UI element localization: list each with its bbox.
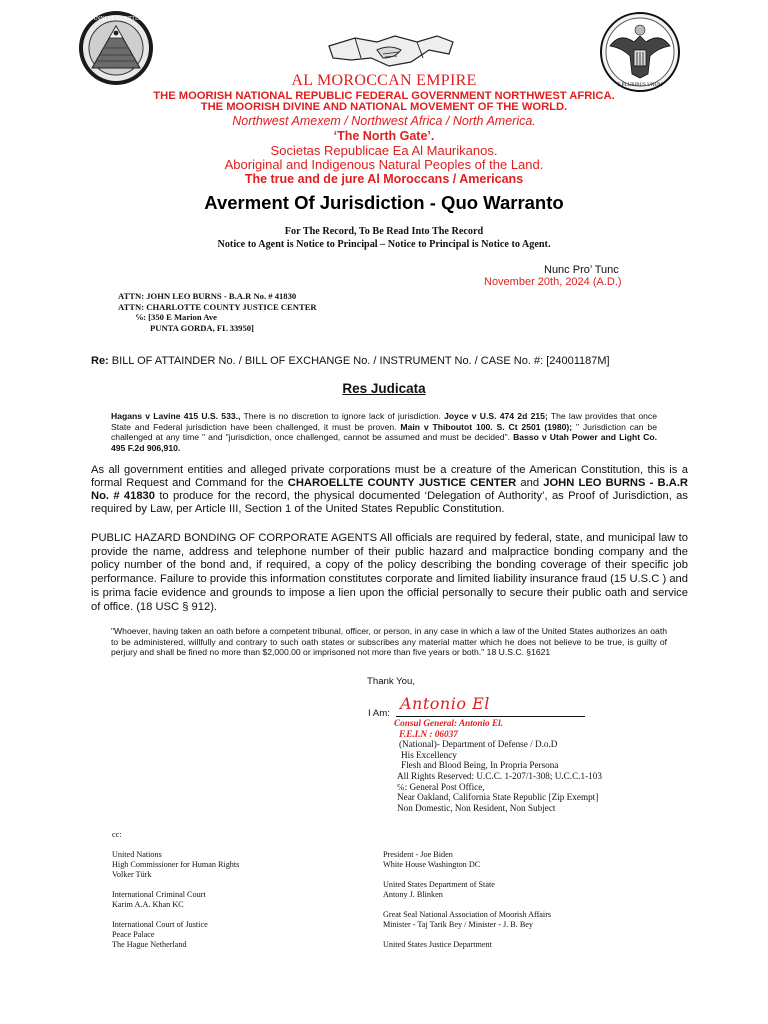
cc-ministers: Minister - Taj Tarik Bey / Minister - J. B. Bey [383, 920, 534, 929]
thank-you: Thank You, [367, 676, 416, 687]
header-line-3: Northwest Amexem / Northwest Africa / North America. [232, 114, 536, 128]
attn-line-3: ℅: [350 E Marion Ave [136, 312, 217, 323]
cc-president: President - Joe Biden [383, 850, 453, 859]
re-line [91, 355, 610, 367]
signer-title: Consul General: Antonio El. [394, 718, 503, 728]
signer-address-1: ℅: General Post Office, [397, 781, 485, 792]
attn-line-1: ATTN: JOHN LEO BURNS - B.A.R No. # 41830 [118, 291, 297, 301]
handwritten-signature: Antonio El [400, 694, 490, 713]
signer-rights: All Rights Reserved: U.C.C. 1-207/1-308; U.C.C.1-103 [397, 770, 602, 781]
signer-fein: F.E.I.N : 06037 [399, 728, 458, 739]
bonding-paragraph: PUBLIC HAZARD BONDING OF CORPORATE AGENTS All officials are required by federal, state, and municipal law to provide the name, address and telephone number of their public hazard and malpractice bonding company and the policy number of the bond and, if required, a copy of the policy describing the bonding coverage of their specific job performance. Failure to provide this information constitutes corporate and limited liability insurance fraud (15 U.S.C ) and is prima facie evidence and grounds to impose a lien upon the official personally to secure their public oath and service of office. (18 USC § 912). [91, 532, 688, 613]
para1-text-c: and [516, 476, 544, 489]
header-line-7: The true and de jure Al Moroccans / Americans [244, 172, 524, 186]
nunc-pro-tunc: Nunc Pro’ Tunc [544, 264, 619, 276]
cc-icj-palace: Peace Palace [112, 930, 155, 939]
signature-line [396, 716, 585, 717]
cc-moorish-affairs: Great Seal National Association of Moorish Affairs [383, 910, 552, 919]
header-line-6: Aboriginal and Indigenous Natural Peoples of the Land. [224, 157, 544, 172]
signer-department: (National)- Department of Defense / D.o.D [399, 739, 558, 750]
subtitle-notice: Notice to Agent is Notice to Principal – Notice to Principal is Notice to Agent. [217, 239, 551, 250]
cc-un-name: Volker Türk [112, 870, 152, 879]
case-citations [111, 411, 657, 453]
attn-line-2: ATTN: CHARLOTTE COUNTY JUSTICE CENTER [118, 301, 317, 312]
case-hagans: Hagans v Lavine 415 U.S. 533., [111, 411, 241, 421]
header-line-5: Societas Republicae Ea Al Maurikanos. [270, 143, 498, 158]
cc-icc-name: Karim A.A. Khan KC [112, 900, 184, 909]
case-main: Main v Thiboutot 100. S. Ct 2501 (1980); [400, 421, 573, 432]
subtitle-record: For The Record, To Be Read Into The Record [284, 226, 484, 237]
attn-line-4: PUNTA GORDA, FL 33950] [150, 322, 254, 333]
para1-entity: CHAROELLTE COUNTY JUSTICE CENTER [287, 476, 517, 489]
signer-status: Non Domestic, Non Resident, Non Subject [397, 802, 556, 813]
case-text-2: The law provides that once State and Federal jurisdiction have been challenged, it must be proven. [111, 411, 657, 432]
para1-agent: JOHN LEO BURNS - B.A.R No. # 41830 [91, 476, 689, 502]
svg-text:E PLURIBUS UNUM: E PLURIBUS UNUM [617, 83, 663, 88]
signer-address-2: Near Oakland, California State Republic [Zip Exempt] [397, 792, 599, 803]
cc-icc: International Criminal Court [112, 890, 206, 899]
signer-excellency: His Excellency [401, 749, 457, 760]
cc-un: United Nations [112, 850, 162, 859]
svg-text:ANNUIT COEPTIS: ANNUIT COEPTIS [91, 16, 141, 22]
i-am-label: I Am: [368, 708, 390, 719]
cc-icj: International Court of Justice [112, 920, 208, 929]
perjury-quote: "Whoever, having taken an oath before a competent tribunal, officer, or person, in any case in which a law of the United States authorizes an oath to be administered, willfully and contrary to such oath states or subscribes any material matter which he does not believe to be true, is guilty of perjury and shall be fined no more than $2,000.00 or imprisoned not more than five years or both." 18 U.S.C. §1621 [111, 626, 667, 658]
cc-icj-location: The Hague Netherland [112, 940, 187, 949]
cc-whitehouse: White House Washington DC [383, 860, 481, 869]
cc-un-commissioner: High Commissioner for Human Rights [112, 860, 240, 869]
case-joyce: Joyce v U.S. 474 2d 215; [444, 411, 548, 421]
header-line-2: THE MOORISH DIVINE AND NATIONAL MOVEMENT OF THE WORLD. [200, 101, 568, 113]
cc-left-column [112, 850, 239, 950]
empire-heading: AL MOROCCAN EMPIRE [291, 72, 477, 89]
case-text-3: " Jurisdiction can be challenged at any time " and "jurisdiction, once challenged, cannot be assumed and must be decided". [111, 421, 657, 443]
case-text-1: There is no discretion to ignore lack of jurisdiction. [240, 411, 445, 421]
request-paragraph [91, 464, 688, 516]
document-title: Averment Of Jurisdiction - Quo Warranto [204, 192, 564, 213]
cc-justice-dept: United States Justice Department [383, 940, 492, 949]
cc-state-dept: United States Department of State [383, 880, 495, 889]
attn-block [118, 291, 317, 333]
handshake-icon [325, 28, 457, 72]
cc-label: cc: [112, 830, 122, 839]
signer-block [394, 718, 602, 813]
cc-right-column [383, 850, 551, 950]
header-line-4: ‘The North Gate’. [333, 129, 435, 143]
cc-state-name: Antony J. Blinken [383, 890, 443, 899]
res-judicata-heading: Res Judicata [342, 381, 426, 396]
document-date: November 20th, 2024 (A.D.) [484, 276, 622, 288]
para1-text-e: to produce for the record, the physical documented ‘Delegation of Authority’, as Proof of Jurisdiction, as required by Law, per Article III, Section 1 of the United States Republic Constitution. [91, 489, 688, 515]
re-text: BILL OF ATTAINDER No. / BILL OF EXCHANGE No. / INSTRUMENT No. / CASE No. #: [24001187M] [111, 355, 610, 367]
re-label: Re: [91, 355, 109, 367]
signer-persona: Flesh and Blood Being, In Propria Persona [401, 760, 559, 771]
case-basso: Basso v Utah Power and Light Co. 495 F.2d 906,910. [111, 432, 658, 453]
para1-text-a: As all government entities and alleged private corporations must be a creature of the American Constitution, this is a formal Request and Command for the [91, 464, 688, 489]
header-line-1: THE MOORISH NATIONAL REPUBLIC FEDERAL GOVERNMENT NORTHWEST AFRICA. [153, 90, 615, 102]
